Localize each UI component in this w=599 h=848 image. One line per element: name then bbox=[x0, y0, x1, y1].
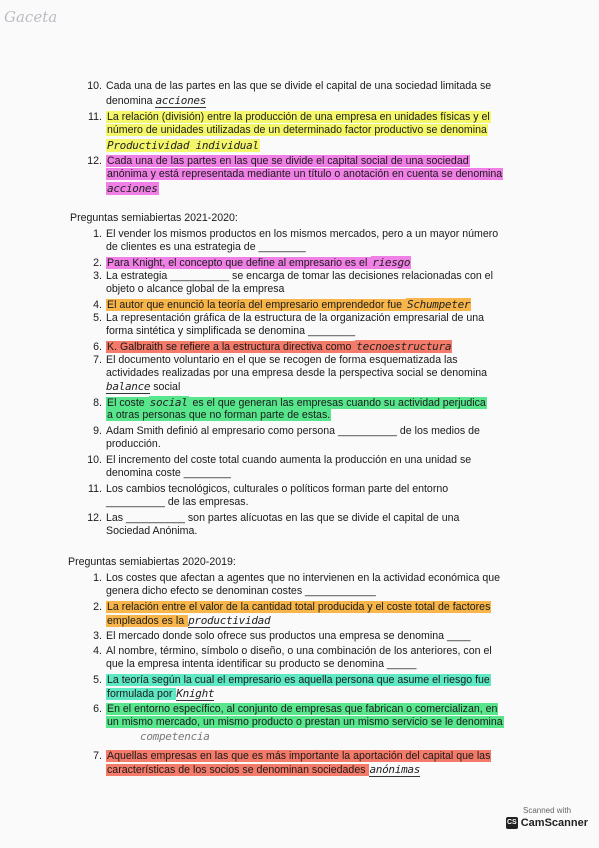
b-item-6: 6. K. Galbraith se refiere a la estructura directiva como tecnoestructura bbox=[93, 340, 452, 353]
c-item-7-line1: 7. Aquellas empresas en las que es más importante la aportación del capital que las bbox=[93, 750, 491, 762]
b-item-2-answer: riesgo bbox=[372, 256, 411, 269]
c-item-4-line1: 4. Al nombre, término, símbolo o diseño, o una combinación de los anteriores, con el bbox=[93, 645, 492, 657]
b-item-1-line1: 1. El vender los mismos productos en los mismos mercados, pero a un mayor número bbox=[93, 228, 499, 240]
b-item-10-line1: 10. El incremento del coste total cuando aumenta la producción en una unidad se bbox=[87, 454, 472, 466]
a-item-12-line2: anónima y está representada mediante un título o anotación en cuenta se denomina bbox=[107, 168, 503, 180]
section-2020-2019-title: Preguntas semiabiertas 2020-2019: bbox=[68, 556, 236, 568]
a-item-11-answer-line bbox=[106, 139, 260, 153]
c-item-1-line2: genera dicho efecto se denominan costes ____________ bbox=[106, 585, 376, 597]
c-item-5-line2: formulada por Knight bbox=[107, 687, 215, 700]
b-item-5-line1: 5. La representación gráfica de la estructura de la organización empresarial de una bbox=[93, 312, 485, 324]
b-item-7-answer: balance bbox=[106, 380, 151, 393]
section-2021-2020-title: Preguntas semiabiertas 2021-2020: bbox=[70, 212, 238, 224]
highlight-yellow: La relación (división) entre la producción de una empresa en unidades físicas y el bbox=[107, 111, 490, 123]
camscanner-badge bbox=[506, 806, 588, 840]
a-item-12-line1: 12. Cada una de las partes en las que se divide el capital social de una sociedad bbox=[87, 155, 469, 167]
b-item-8-answer: social bbox=[149, 396, 188, 409]
c-item-2-line2: empleados es la productividad bbox=[107, 614, 271, 627]
a-item-12-answer-line bbox=[106, 182, 159, 196]
b-item-7-line2: actividades realizadas por una empresa desde la perspectiva social se denomina bbox=[106, 367, 488, 379]
camscanner-name: CamScanner bbox=[520, 817, 588, 829]
c-item-2-line1: 2. La relación entre el valor de la cantidad total producida y el coste total de factores bbox=[93, 601, 491, 613]
b-item-10-line2: denomina coste ________ bbox=[106, 467, 231, 479]
b-item-5-line2: forma sintética y simplificada se denomina ________ bbox=[106, 325, 356, 337]
a-item-11-line1: 11. La relación (división) entre la producción de una empresa en unidades físicas y el bbox=[88, 111, 490, 123]
c-item-1-line1: 1. Los costes que afectan a agentes que no intervienen en la actividad económica que bbox=[93, 572, 501, 584]
c-item-6-line2: un mismo mercado, un mismo producto o prestan un mismo servicio se le denomina bbox=[107, 716, 503, 728]
b-item-3-line1: 3. La estrategia __________ se encarga de tomar las decisiones relacionadas con el bbox=[93, 270, 493, 282]
a-item-10-line2: denomina acciones bbox=[106, 94, 207, 107]
b-item-6-answer: tecnoestructura bbox=[356, 340, 452, 353]
a-item-12-answer: acciones bbox=[107, 182, 158, 195]
b-item-1-line2: de clientes es una estrategia de ________ bbox=[106, 241, 306, 253]
b-item-11-line2: __________ de las empresas. bbox=[106, 496, 249, 508]
b-item-9-line2: producción. bbox=[106, 438, 161, 450]
c-item-6-answer-line bbox=[140, 730, 210, 744]
c-item-7-line2: características de los socios se denominan sociedades anónimas bbox=[107, 763, 421, 776]
b-item-7-line1: 7. El documento voluntario en el que se recogen de forma esquematizada las bbox=[93, 354, 458, 366]
b-item-4: 4. El autor que enunció la teoría del empresario emprendedor fue Schumpeter bbox=[93, 298, 471, 311]
b-item-9-line1: 9. Adam Smith definió al empresario como persona __________ de los medios de bbox=[93, 425, 480, 437]
b-item-2: 2. Para Knight, el concepto que define al empresario es el riesgo bbox=[93, 256, 411, 269]
b-item-4-answer: Schumpeter bbox=[407, 298, 471, 311]
c-item-4-line2: que la empresa intenta identificar su producto se denomina _____ bbox=[106, 658, 417, 670]
c-item-6-line1: 6. En el entorno específico, al conjunto de empresas que fabrican o comercializan, en bbox=[93, 703, 498, 715]
a-item-10-line1: 10. Cada una de las partes en las que se divide el capital de una sociedad limitada se bbox=[87, 80, 492, 92]
b-item-8-line1: 8. El coste social es el que generan las empresas cuando su actividad perjudica bbox=[93, 396, 486, 409]
b-item-11-line1: 11. Los cambios tecnológicos, culturales o políticos forman parte del entorno bbox=[88, 483, 449, 495]
b-item-8-line2: a otras personas que no forman parte de estas. bbox=[107, 409, 331, 421]
c-item-3: 3. El mercado donde solo ofrece sus productos una empresa se denomina ____ bbox=[93, 630, 471, 642]
c-item-5-line1: 5. La teoría según la cual el empresario es aquella persona que asume el riesgo fue bbox=[93, 674, 490, 686]
a-item-10-answer: acciones bbox=[155, 94, 207, 107]
c-item-6-answer: competencia bbox=[140, 730, 210, 743]
c-item-5-answer: Knight bbox=[176, 687, 215, 700]
corner-scribble: Gaceta bbox=[4, 8, 58, 26]
b-item-3-line2: objeto o alcance global de la empresa bbox=[106, 283, 285, 295]
camscanner-logo-icon: CS bbox=[506, 817, 518, 829]
b-item-12-line1: 12. Las __________ son partes alícuotas en las que se divide el capital de una bbox=[87, 512, 460, 524]
a-item-11-line2: número de unidades utilizadas de un determinado factor productivo se denomina bbox=[107, 124, 487, 136]
b-item-7-line3: balance social bbox=[106, 380, 181, 393]
a-item-11-answer: Productividad individual bbox=[107, 139, 259, 152]
c-item-7-answer: anónimas bbox=[369, 763, 421, 776]
c-item-2-answer: productividad bbox=[188, 614, 271, 627]
b-item-12-line2: Sociedad Anónima. bbox=[106, 525, 198, 537]
badge-caption: Scanned with bbox=[522, 806, 572, 815]
